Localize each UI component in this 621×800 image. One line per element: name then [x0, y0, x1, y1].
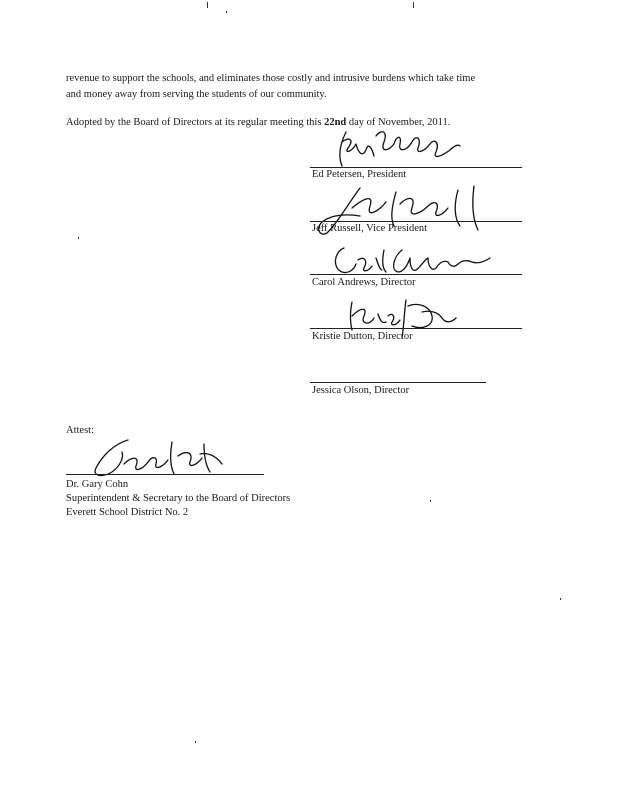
- scan-mark: [207, 2, 208, 8]
- signatory-name: Ed Petersen, President: [312, 169, 407, 180]
- signature-carol-andrews: [328, 242, 498, 278]
- signature-ed-petersen: [332, 122, 462, 170]
- attest-district: Everett School District No. 2: [66, 507, 189, 518]
- scan-mark: [413, 2, 414, 8]
- attest-name: Dr. Gary Cohn: [66, 479, 129, 490]
- adoption-prefix: Adopted by the Board of Directors at its regular meeting this: [66, 117, 325, 128]
- adoption-day: 22nd: [324, 117, 347, 128]
- signatory-name: Jessica Olson, Director: [312, 385, 410, 396]
- scan-mark: [430, 500, 431, 502]
- adoption-suffix: day of November, 2011.: [346, 117, 451, 128]
- scan-mark: [560, 598, 561, 600]
- attest-title: Superintendent & Secretary to the Board of Directors: [66, 493, 291, 504]
- scan-mark: [195, 741, 196, 743]
- signatory-name: Carol Andrews, Director: [312, 277, 416, 288]
- resolution-line-2: and money away from serving the students of our community.: [66, 89, 327, 100]
- signatory-name: Kristie Dutton, Director: [312, 331, 413, 342]
- signature-line: [310, 328, 522, 329]
- signature-line: [310, 382, 486, 383]
- scan-mark: [78, 237, 79, 239]
- resolution-line-1: revenue to support the schools, and eliminates those costly and intrusive burdens which take time: [66, 73, 476, 84]
- attest-signature-line: [66, 474, 264, 475]
- signatory-name: Jeff Russell, Vice President: [312, 223, 428, 234]
- attest-label: Attest:: [66, 425, 94, 436]
- signature-line: [310, 274, 522, 275]
- scan-mark: [226, 11, 227, 13]
